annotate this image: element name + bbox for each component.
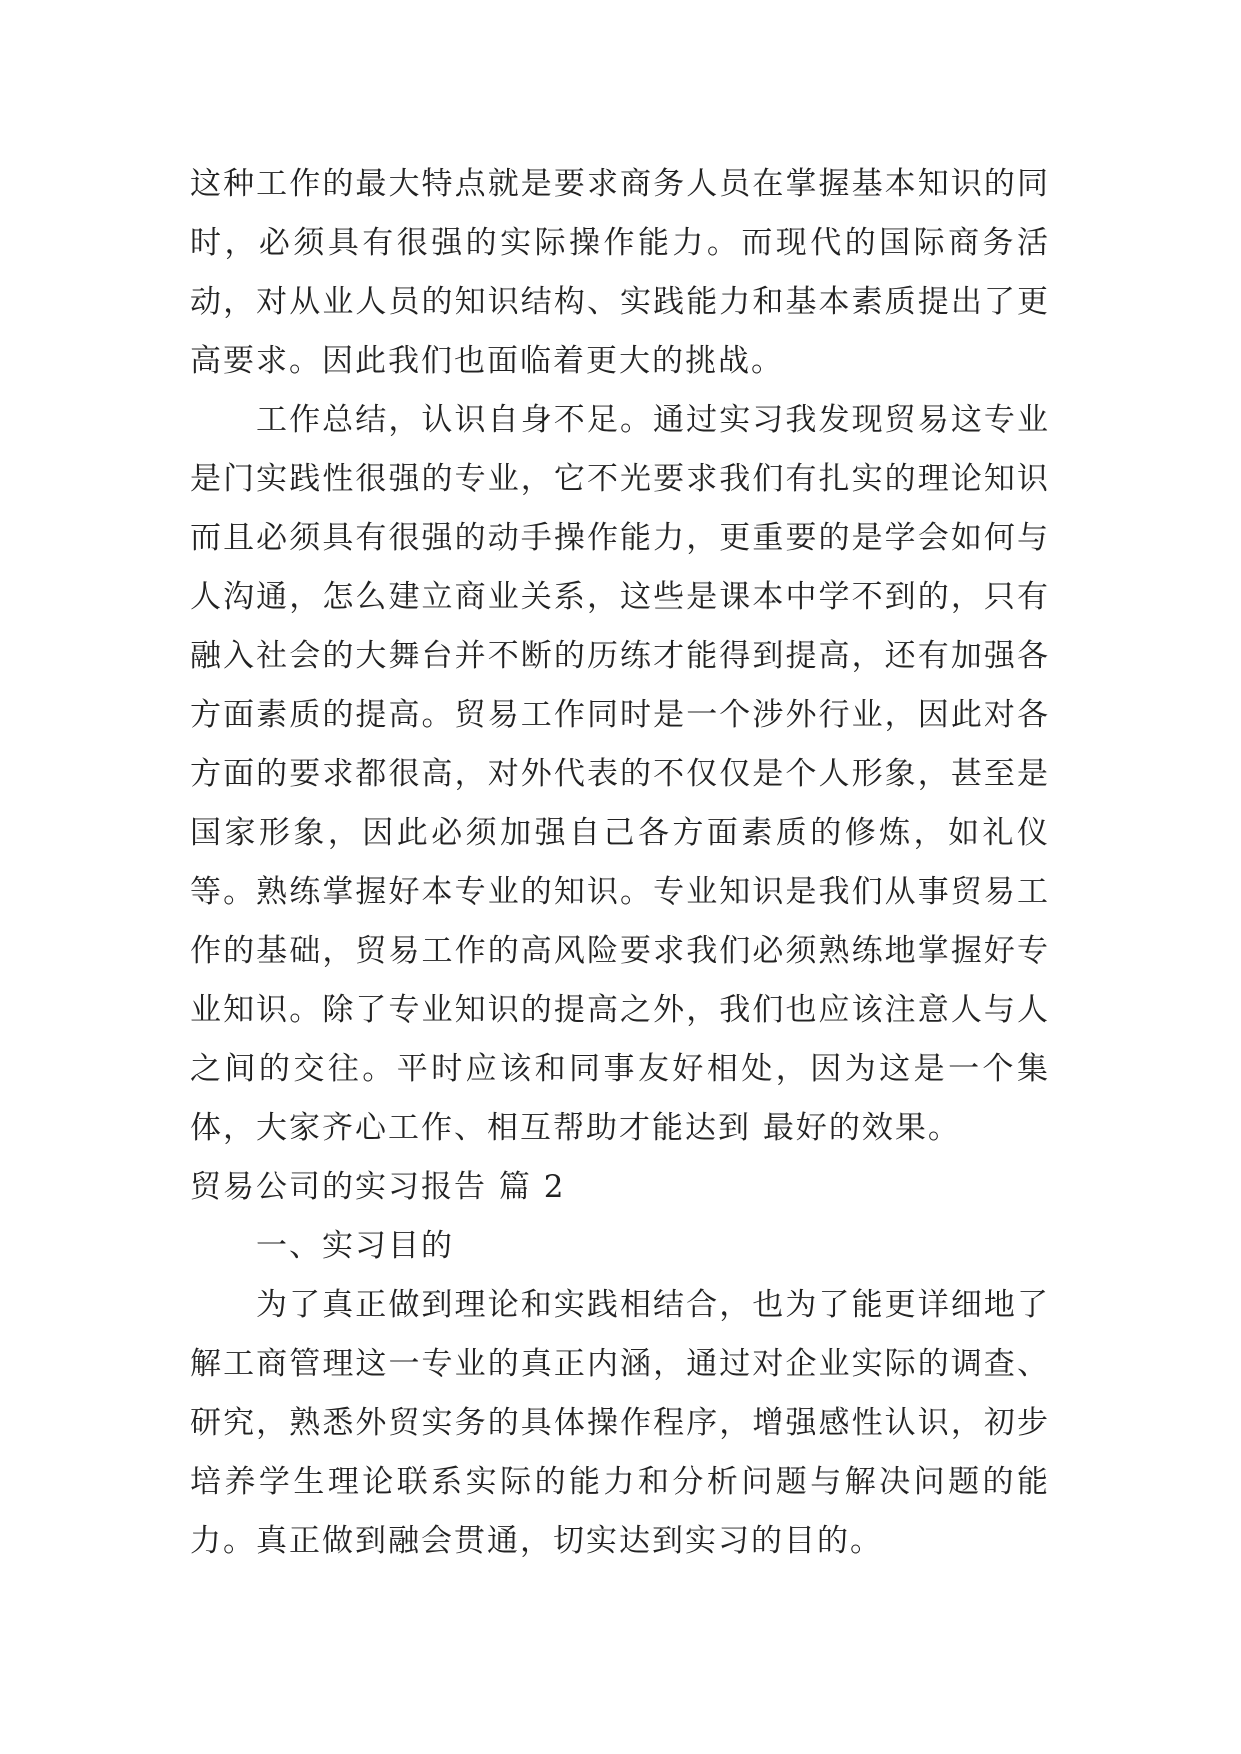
document-body bbox=[190, 155, 1050, 1571]
subsection-heading: 一、实习目的 bbox=[256, 1228, 454, 1264]
paragraph-3: 为了真正做到理论和实践相结合，也为了能更详细地了解工商管理这一专业的真正内涵，通过对企业实际的调查、研究，熟悉外贸实务的具体操作程序，增强感性认识，初步培养学生理论联系实际的能力和分析问题与解决问题的能力。真正做到融会贯通，切实达到实习的目的。 bbox=[190, 1287, 1050, 1559]
paragraph-1: 这种工作的最大特点就是要求商务人员在掌握基本知识的同时，必须具有很强的实际操作能力。而现代的国际商务活动，对从业人员的知识结构、实践能力和基本素质提出了更高要求。因此我们也面临着更大的挑战。 bbox=[190, 166, 1050, 379]
section-title: 贸易公司的实习报告 篇 2 bbox=[190, 1169, 566, 1205]
paragraph-2: 工作总结，认识自身不足。通过实习我发现贸易这专业是门实践性很强的专业，它不光要求我们有扎实的理论知识而且必须具有很强的动手操作能力，更重要的是学会如何与人沟通，怎么建立商业关系，这些是课本中学不到的，只有融入社会的大舞台并不断的历练才能得到提高，还有加强各方面素质的提高。贸易工作同时是一个涉外行业，因此对各方面的要求都很高，对外代表的不仅仅是个人形象，甚至是国家形象，因此必须加强自己各方面素质的修炼，如礼仪等。熟练掌握好本专业的知识。专业知识是我们从事贸易工作的基础，贸易工作的高风险要求我们必须熟练地掌握好专业知识。除了专业知识的提高之外，我们也应该注意人与人之间的交往。平时应该和同事友好相处，因为这是一个集体，大家齐心工作、相互帮助才能达到 最好的效果。 bbox=[190, 402, 1050, 1146]
